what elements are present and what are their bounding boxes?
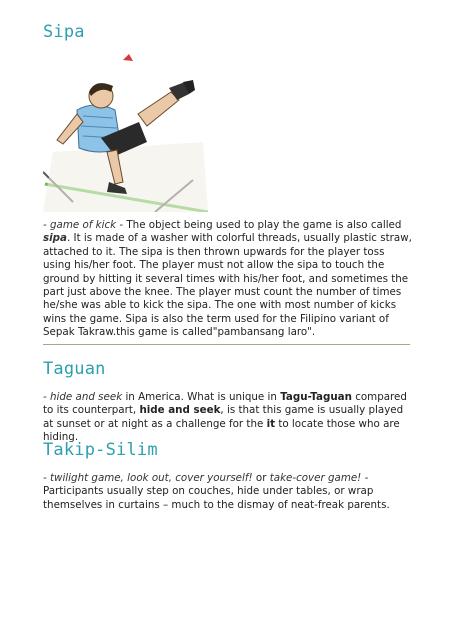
takip-silim-description (43, 472, 413, 512)
section-title-takip-silim: Takip-Silim (43, 440, 158, 460)
taguan-intro: - hide and seek (43, 391, 123, 403)
section-divider (43, 344, 410, 345)
taguan-text-b: compared to its counterpart, (43, 391, 407, 417)
takip-silim-intro: - twilight game, look out, cover yourself! (43, 472, 256, 484)
taguan-bold-2: hide and seek (139, 404, 221, 417)
sipa-text-b: . It is made of a washer with colorful threads, usually plastic straw, attached to it. The sipa is then thrown upwards for the player toss using his/her foot. The player must not allow the sipa to touch the ground by hitting it several times with his/her foot, and sometimes the part just above the knee. The player must count the number of times he/she was able to kick the sipa. The one with most number of kicks wins the game. Sipa is also the term used for the Filipino variant of Sepak Takraw.this game is called"pambansang laro". (43, 232, 412, 339)
sipa-text-a: The object being used to play the game is also called (123, 219, 402, 231)
section-title-taguan: Taguan (43, 359, 106, 379)
taguan-bold-3: it (266, 417, 276, 430)
taguan-text-d: to locate those who are hiding. (43, 417, 400, 444)
takip-silim-or: or (255, 472, 270, 484)
taguan-text-a: in America. What is unique in (122, 391, 281, 403)
takip-silim-text-a: Participants usually step on couches, hide under tables, or wrap themselves in curtains – much to the dismay of neat-freak parents. (43, 485, 390, 511)
sipa-description (43, 219, 413, 340)
sipa-player-illustration (43, 52, 208, 212)
taguan-bold-1: Tagu-Taguan (280, 391, 352, 403)
taguan-description (43, 391, 413, 445)
section-title-sipa: Sipa (43, 22, 85, 42)
sipa-intro: - game of kick - (43, 219, 124, 231)
takip-silim-intro-2: take-cover game! - (269, 472, 369, 484)
taguan-text-c: , is that this game is usually played at sunset or at night as a challenge for the (43, 404, 404, 430)
sipa-term: sipa (43, 232, 67, 245)
